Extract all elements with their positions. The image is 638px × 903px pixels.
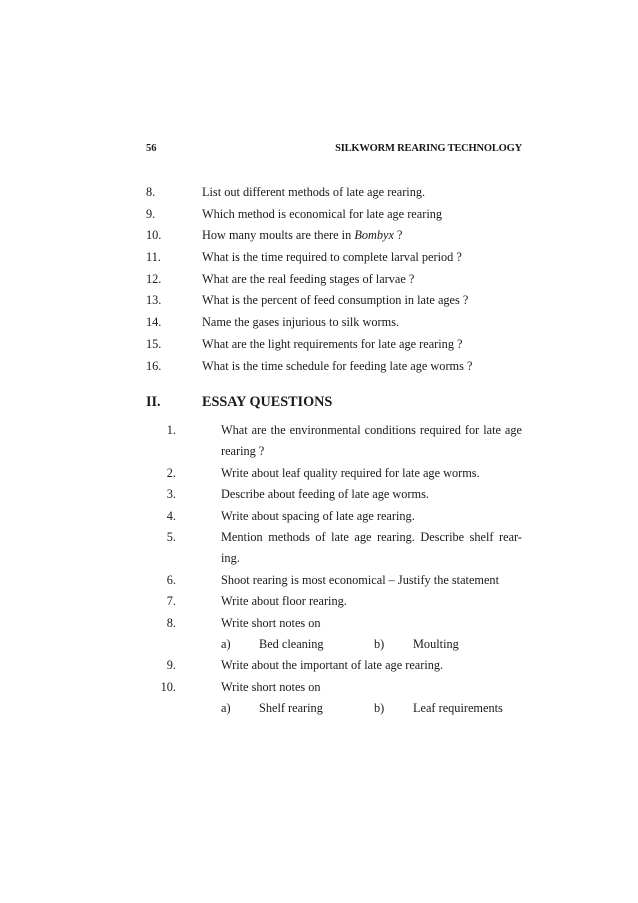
- question-text: Which method is economical for late age rearing: [202, 206, 443, 221]
- essay-text: Write about the important of late age rearing.: [221, 658, 444, 673]
- question-number: 12.: [146, 271, 162, 286]
- question-number: 14.: [146, 315, 162, 330]
- question-text: List out different methods of late age rearing.: [202, 185, 426, 199]
- short-questions-list: [146, 182, 526, 377]
- question-number: 8.: [146, 185, 156, 199]
- question-item: [146, 290, 526, 312]
- essay-item: [146, 420, 526, 441]
- essay-sub-options: [146, 698, 526, 719]
- essay-number: 8.: [166, 615, 176, 630]
- section-title: ESSAY QUESTIONS: [202, 394, 333, 410]
- essay-number: 9.: [166, 658, 176, 673]
- essay-item: [146, 463, 526, 484]
- essay-text: ing.: [221, 551, 240, 566]
- essay-number: 2.: [166, 465, 176, 480]
- essay-item-continuation: [146, 441, 526, 462]
- running-header: [146, 143, 522, 159]
- essay-text: Write short notes on: [221, 679, 321, 694]
- essay-item: [146, 484, 526, 505]
- essay-item: [146, 655, 526, 676]
- question-text: Name the gases injurious to silk worms.: [202, 315, 400, 330]
- question-number: 11.: [146, 250, 161, 265]
- essay-item-continuation: [146, 548, 526, 569]
- question-text: [202, 225, 402, 247]
- option-a-letter: a): [221, 701, 231, 716]
- essay-text: rearing ?: [221, 444, 265, 459]
- essay-item: [146, 613, 526, 634]
- question-item: [146, 356, 526, 378]
- section-number: II.: [146, 394, 161, 410]
- option-b-text: Leaf requirements: [413, 701, 503, 716]
- option-b-text: Moulting: [413, 636, 459, 651]
- question-text: What are the real feeding stages of larvae ?: [202, 271, 415, 286]
- essay-item: [146, 677, 526, 698]
- question-item: [146, 204, 526, 226]
- page-number: 56: [146, 143, 157, 154]
- essay-text: What are the environmental conditions required for late age: [221, 423, 522, 437]
- essay-number: 10.: [160, 679, 176, 694]
- essay-number: 3.: [166, 487, 176, 502]
- option-a-letter: a): [221, 636, 231, 651]
- essay-item: [146, 527, 526, 548]
- option-a-text: Shelf rearing: [259, 701, 323, 716]
- question-item: [146, 269, 526, 291]
- essay-questions-list: [146, 420, 526, 719]
- essay-number: 5.: [166, 529, 176, 544]
- question-number: 15.: [146, 336, 162, 351]
- essay-text: Mention methods of late age rearing. Describe shelf rear-: [221, 529, 522, 544]
- essay-number: 4.: [166, 508, 176, 523]
- question-number: 9.: [146, 206, 156, 221]
- question-item: [146, 182, 526, 204]
- essay-text: Write about spacing of late age rearing.: [221, 508, 415, 523]
- question-item: [146, 225, 526, 247]
- essay-sub-options: [146, 634, 526, 655]
- option-b-letter: b): [374, 636, 385, 651]
- question-item: [146, 312, 526, 334]
- option-b-letter: b): [374, 701, 385, 716]
- question-text: What is the time schedule for feeding late age worms ?: [202, 358, 473, 373]
- essay-text: Shoot rearing is most economical – Justify the statement: [221, 572, 499, 587]
- essay-text: Write about leaf quality required for late age worms.: [221, 465, 480, 480]
- question-item: [146, 247, 526, 269]
- essay-number: 6.: [166, 572, 176, 587]
- question-item: [146, 334, 526, 356]
- essay-number: 7.: [166, 594, 176, 609]
- essay-item: [146, 570, 526, 591]
- question-number: 16.: [146, 358, 162, 373]
- essay-text: Describe about feeding of late age worms.: [221, 487, 429, 502]
- question-text: What is the percent of feed consumption in late ages ?: [202, 293, 469, 308]
- essay-text: Write about floor rearing.: [221, 594, 347, 609]
- question-number: 10.: [146, 228, 162, 243]
- question-text: What are the light requirements for late age rearing ?: [202, 336, 463, 351]
- question-text: What is the time required to complete larval period ?: [202, 250, 462, 265]
- essay-item: [146, 591, 526, 612]
- book-title: SILKWORM REARING TECHNOLOGY: [335, 143, 522, 154]
- essay-number: 1.: [166, 423, 176, 437]
- question-text-part: ?: [393, 228, 403, 243]
- question-number: 13.: [146, 293, 162, 308]
- option-a-text: Bed cleaning: [259, 636, 324, 651]
- essay-item: [146, 506, 526, 527]
- genus-name: Bombyx: [354, 228, 394, 243]
- essay-text: Write short notes on: [221, 615, 321, 630]
- question-text-part: How many moults are there in: [202, 228, 355, 243]
